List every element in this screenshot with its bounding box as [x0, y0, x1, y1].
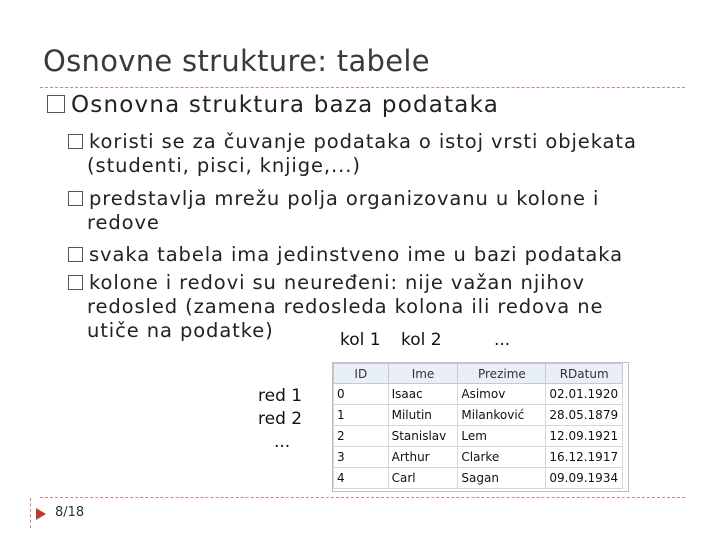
header-ime: Ime	[388, 364, 458, 384]
sub-bullet-4-line1: kolone i redovi su neuređeni: nije važan njihov	[89, 271, 585, 294]
row-label-more: ...	[274, 432, 291, 452]
sub-bullet-1	[68, 130, 637, 178]
column-label-more: ...	[494, 330, 511, 350]
bullet-square-icon	[68, 134, 83, 149]
header-prezime: Prezime	[458, 364, 546, 384]
cell-prezime: Asimov	[458, 384, 546, 405]
cell-rdatum: 16.12.1917	[546, 447, 623, 468]
cell-ime: Stanislav	[388, 426, 458, 447]
cell-id: 0	[334, 384, 389, 405]
bullet-square-icon	[68, 275, 83, 290]
table-row	[334, 405, 623, 426]
row-label-1: red 1	[258, 386, 303, 406]
table-row	[334, 384, 623, 405]
sub-bullet-4-line3: utiče na podatke)	[87, 319, 274, 342]
cell-ime: Milutin	[388, 405, 458, 426]
sub-bullet-2-line1: predstavlja mrežu polja organizovanu u kolone i	[89, 187, 600, 210]
cell-ime: Carl	[388, 468, 458, 489]
bullet-square-icon	[68, 247, 83, 262]
cell-rdatum: 28.05.1879	[546, 405, 623, 426]
slide-title: Osnovne strukture: tabele	[43, 44, 430, 78]
cell-id: 4	[334, 468, 389, 489]
row-label-2: red 2	[258, 409, 303, 429]
table-header-row	[334, 364, 623, 384]
cell-rdatum: 09.09.1934	[546, 468, 623, 489]
header-id: ID	[334, 364, 389, 384]
cell-ime: Isaac	[388, 384, 458, 405]
sub-bullet-2-line2: redove	[87, 211, 160, 234]
sub-bullet-3	[68, 243, 623, 267]
cell-rdatum: 02.01.1920	[546, 384, 623, 405]
sub-bullet-1-line1: koristi se za čuvanje podataka o istoj vrsti objekata	[89, 130, 637, 153]
sub-bullet-1-line2: (studenti, pisci, knjige,...)	[87, 154, 361, 177]
title-divider	[40, 87, 685, 88]
cell-prezime: Lem	[458, 426, 546, 447]
sub-bullet-3-line1: svaka tabela ima jedinstveno ime u bazi podataka	[89, 243, 623, 266]
sub-bullet-4	[68, 271, 603, 343]
cell-rdatum: 12.09.1921	[546, 426, 623, 447]
cell-id: 3	[334, 447, 389, 468]
column-label-2: kol 2	[401, 330, 442, 350]
footer-divider	[40, 497, 685, 498]
page-number: 8/18	[55, 505, 85, 520]
main-bullet	[47, 92, 499, 118]
database-table-screenshot	[332, 362, 629, 492]
cell-prezime: Milanković	[458, 405, 546, 426]
main-bullet-text: Osnovna struktura baza podataka	[71, 92, 499, 118]
column-label-1: kol 1	[340, 330, 381, 350]
bullet-square-icon	[68, 191, 83, 206]
sub-bullet-4-line2: redosled (zamena redosleda kolona ili redova ne	[87, 295, 604, 318]
data-table	[333, 363, 623, 489]
table-row	[334, 426, 623, 447]
table-row	[334, 468, 623, 489]
footer-vertical-divider	[30, 498, 32, 528]
cell-ime: Arthur	[388, 447, 458, 468]
cell-id: 1	[334, 405, 389, 426]
bullet-square-icon	[47, 95, 65, 113]
cell-id: 2	[334, 426, 389, 447]
cell-prezime: Sagan	[458, 468, 546, 489]
page-marker-triangle-icon	[36, 508, 46, 520]
sub-bullet-2	[68, 187, 599, 235]
table-row	[334, 447, 623, 468]
cell-prezime: Clarke	[458, 447, 546, 468]
header-rdatum: RDatum	[546, 364, 623, 384]
